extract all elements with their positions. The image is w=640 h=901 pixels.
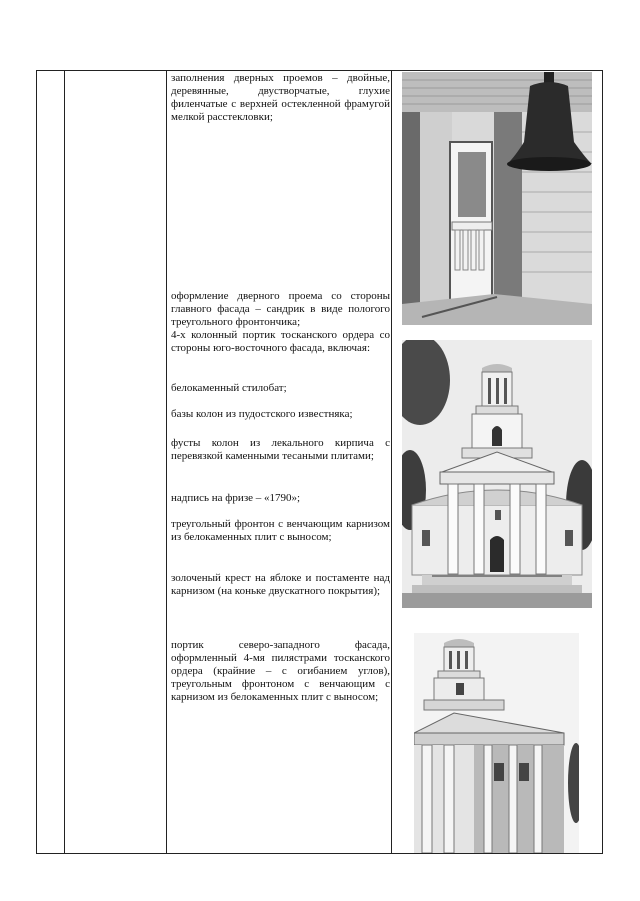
paragraph-column-shafts: фусты колон из лекального кирпича с перевязкой каменными тесаными плитами; bbox=[171, 437, 390, 462]
column-divider bbox=[166, 71, 167, 853]
paragraph-gilded-cross: золоченый крест на яблоке и постаменте над карнизом (на коньке двускатного покрытия); bbox=[171, 572, 390, 597]
paragraph-stylobate: белокаменный стилобат; bbox=[171, 382, 287, 394]
paragraph-door-fillings: заполнения дверных проемов – двойные, деревянные, двустворчатые, глухие филенчатые с верхней остекленной фрамугой мелкой расстекловки; bbox=[171, 72, 390, 123]
church-northwest-facade-photo bbox=[414, 633, 579, 853]
column-divider bbox=[64, 71, 65, 853]
paragraph-frieze-inscription: надпись на фризе – «1790»; bbox=[171, 492, 301, 504]
paragraph-pediment: треугольный фронтон с венчающим карнизом из белокаменных плит с выносом; bbox=[171, 518, 390, 543]
paragraph-portico-northwest: портик северо-западного фасада, оформленный 4-мя пилястрами тосканского ордера (крайние – с огибанием углов), треугольным фронтоном с венчающим с карнизом из белокаменных плит с выносом; bbox=[171, 639, 390, 703]
paragraph-column-bases: базы колон из пудостского известняка; bbox=[171, 408, 353, 420]
column-divider bbox=[391, 71, 392, 853]
paragraph-door-sandrik: оформление дверного проема со стороны главного фасада – сандрик в виде пологого треугольного фронтончика; bbox=[171, 290, 390, 328]
bell-interior-photo bbox=[402, 72, 592, 325]
paragraph-portico-southeast: 4-х колонный портик тосканского ордера со стороны юго-восточного фасада, включая: bbox=[171, 329, 390, 354]
church-southeast-facade-photo bbox=[402, 340, 592, 608]
